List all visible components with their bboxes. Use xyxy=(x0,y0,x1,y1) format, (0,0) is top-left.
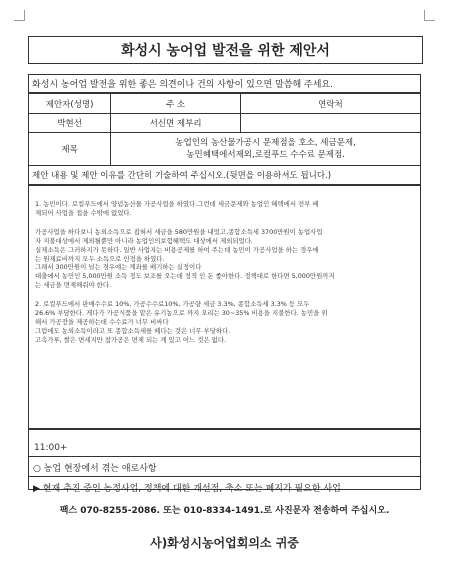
body-line: 는 세금을 면제해줘야 한다. xyxy=(35,281,112,290)
improvement-item: ▶ 현재 추진 중인 농정사업, 정책에 대한 개선점, 축소 또는 폐지가 필요한 사업 xyxy=(33,484,341,494)
difficulties-heading: ○ 농업 현장에서 겪는 애로사항 xyxy=(33,464,157,474)
body-line: 2. 로컬푸드에서 판매수수료 10%, 가공수수료10%, 가공량 세금 3.3%, 종합소득세 3.3% 등 모두 xyxy=(35,300,310,309)
body-line: 실제소득은 그러하지가 못하다. 일반 사업자는 비용공제를 하여 주는데 농민이 가공사업을 하는 경우에 xyxy=(35,245,319,254)
body-line: 해서 가공장을 제공하는데 수수료가 너무 비싸다 xyxy=(35,317,169,326)
proposer-label: 제안자(성명) xyxy=(29,94,111,114)
contact-label: 연락처 xyxy=(240,94,420,114)
body-line: 는 원재료비까지 모두 소득으로 인정을 하였다. xyxy=(35,254,165,263)
page-corner-mark-left xyxy=(14,10,25,21)
proposer-table xyxy=(28,93,421,166)
body-line: 1. 농민이다. 로컬푸드에서 양념농산물 가공사업을 하였다.그런데 세금문제와 농업인 혜택에서 전부 배 xyxy=(35,200,319,208)
body-paragraph-1 xyxy=(35,200,414,218)
body-line: 그럼에도 농외소득이라고 또 종합소득세를 떼다는 것은 너무 부당하다. xyxy=(35,326,231,335)
body-line: 고속가루, 쌀은 면세지만 참가공은 면제 되는 게 있고 어느 것은 없다. xyxy=(35,335,227,344)
body-line: 가공사업을 하다보니 농외소득으로 잡혀서 세금을 580만원을 내었고,종합소득세 3700만원이 농업사업 xyxy=(35,227,323,236)
proposer-contact[interactable] xyxy=(240,114,420,133)
recipient-footer: 사)화성시농어업회의소 귀중 xyxy=(150,536,299,550)
subject-value[interactable] xyxy=(111,133,421,166)
proposal-body[interactable] xyxy=(28,185,421,429)
subject-line-1: 농업인의 농산물가공시 문제점을 호소, 세금문제, xyxy=(175,138,356,148)
subject-label: 제목 xyxy=(29,133,111,166)
body-line: 그래서 300만원이 넘는 경우에는 계좌를 배기하는 실정이다 xyxy=(35,263,202,272)
proposal-prompt: 제안 내용 및 제안 이유를 간단히 기술하여 주십시오.(뒷면을 이용하셔도 됩니다.) xyxy=(28,165,421,185)
body-paragraph-2 xyxy=(35,228,414,290)
address-label: 주 소 xyxy=(111,94,241,114)
body-line: 대출에서 농민인 5,000만원 소득 정도 보조를 오는데 정적 인 돈 좋아한다. 정책대로 한다면 5,000만원까지 xyxy=(35,272,335,281)
contact-instructions: 팩스 070-8255-2086. 또는 010-8334-1491.로 사진문자 전송하여 주십시오. xyxy=(59,506,390,516)
body-line: 제되어 사업을 접을 수밖에 없었다. xyxy=(35,208,132,217)
document-title: 화성시 농어업 발전을 위한 제안서 xyxy=(28,36,423,64)
proposer-address[interactable]: 서신면 제부리 xyxy=(111,114,241,133)
body-line: 자 지불대상에서 제외될뿐만 아니라 농업인의보험혜택도 대상에서 제외되었다. xyxy=(35,236,253,245)
body-paragraph-3 xyxy=(35,300,414,345)
time-note: 11:00+ xyxy=(34,443,68,453)
proposer-name[interactable]: 박현선 xyxy=(29,114,111,133)
intro-text: 화성시 농어업 발전을 위한 좋은 의견이나 건의 사항이 있으면 말씀해 주세요. xyxy=(28,74,421,93)
body-line: 26.6% 부담한다. 게다가 가공식품을 맡은 유기농으로 까지 오리는 30~35% 비용을 지불한다. 농민을 위 xyxy=(35,309,328,318)
page-corner-mark-right xyxy=(424,10,435,21)
divider xyxy=(28,476,421,477)
subject-line-2: 농민혜택에서제외,로컬푸드 수수료 문제점. xyxy=(186,150,345,160)
divider xyxy=(28,456,421,457)
